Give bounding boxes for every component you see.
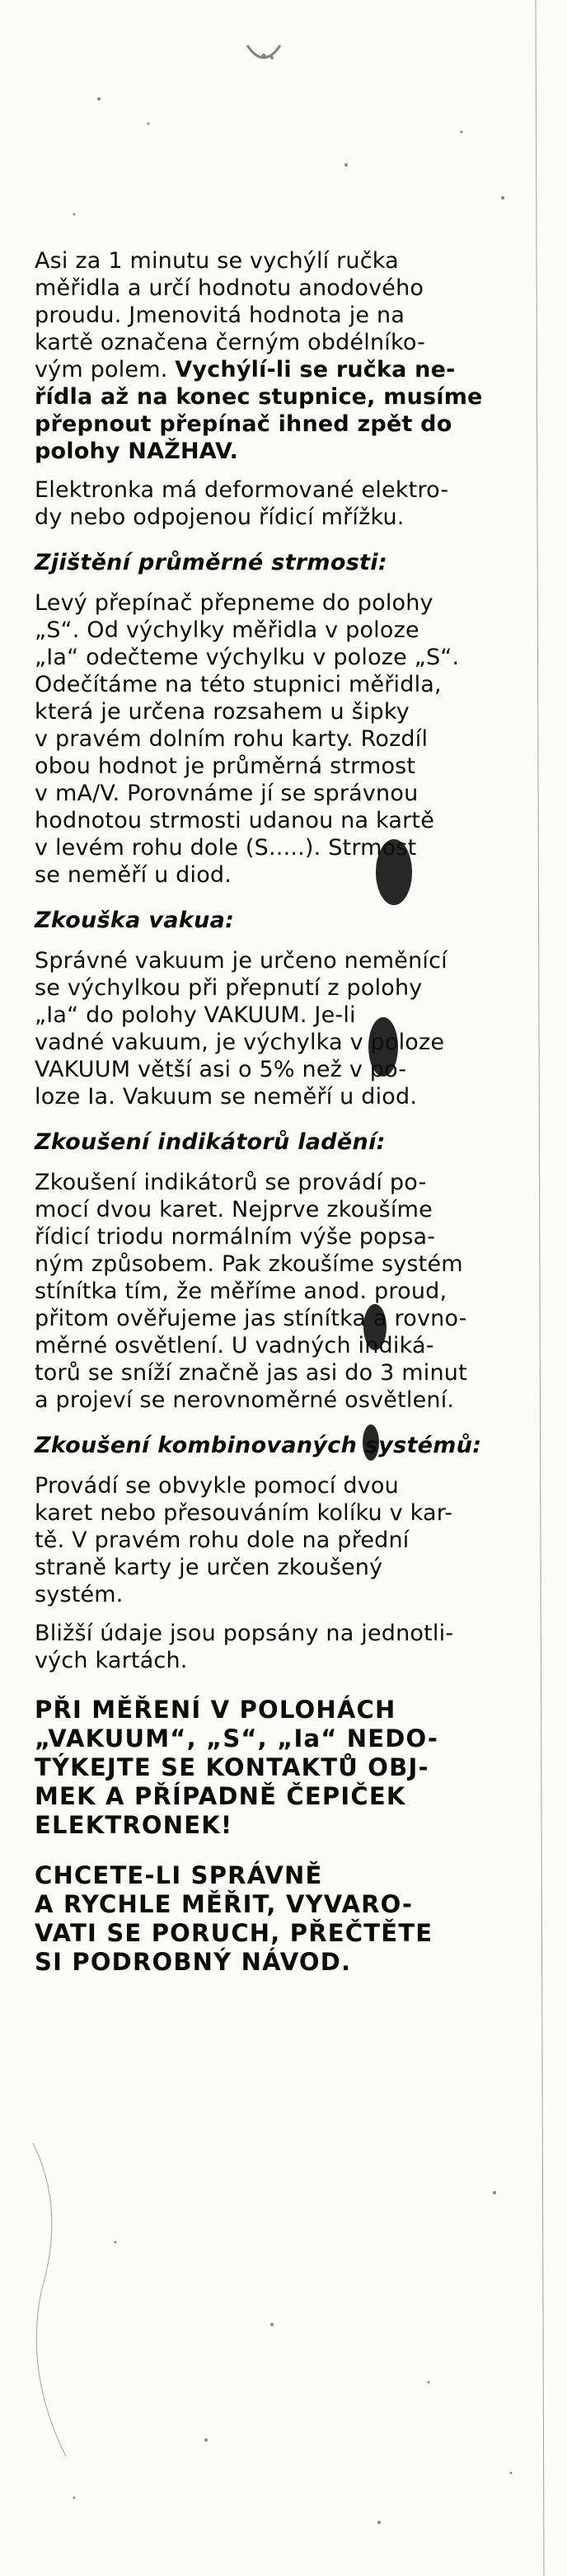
section-text — [35, 947, 537, 1110]
warning-text: Vychýlí-li se ručka ne- — [175, 357, 456, 382]
text-line: loze Ia. Vakuum se neměří u diod. — [35, 1084, 418, 1110]
text-line: tě. V pravém rohu dole na přední — [35, 1527, 410, 1553]
text-line: měřidla a určí hodnotu anodového — [35, 275, 424, 301]
notice-line: CHCETE-LI SPRÁVNĚ — [35, 1861, 323, 1889]
warning-text: přepnout přepínač ihned zpět do — [35, 411, 452, 437]
notice-line: „VAKUUM“, „S“, „Ia“ NEDO- — [35, 1724, 439, 1753]
text-line: systém. — [35, 1582, 124, 1607]
text-line: Elektronka má deformované elektro- — [35, 477, 449, 503]
text-line: Levý přepínač přepneme do polohy — [35, 590, 433, 616]
text-line: vých kartách. — [35, 1648, 188, 1673]
text-line: dy nebo odpojenou řídicí mřížku. — [35, 504, 405, 530]
section-vakuum — [35, 907, 537, 1110]
section-kombinovane — [35, 1432, 537, 1674]
text-line: proudu. Jmenovitá hodnota je na — [35, 303, 405, 328]
text-line: torů se sníží značně jas asi do 3 minut — [35, 1360, 467, 1386]
text-line: straně karty je určen zkoušený — [35, 1555, 383, 1580]
text-line: Provádí se obvykle pomocí dvou — [35, 1473, 399, 1499]
final-note — [35, 1620, 537, 1674]
text-line: „Ia“ do polohy VAKUUM. Je-li — [35, 1002, 356, 1028]
warning-text: řídla až na konec stupnice, musíme — [35, 384, 483, 410]
text-line: obou hodnot je průměrná strmost — [35, 753, 416, 779]
section-heading: Zkoušení indikátorů ladění: — [35, 1129, 386, 1155]
intro-paragraph — [35, 247, 537, 465]
section-text — [35, 1472, 537, 1608]
contact-warning — [35, 1696, 537, 1840]
text-line: a projeví se nerovnoměrné osvětlení. — [35, 1387, 455, 1413]
text-line: přitom ověřujeme jas stínítka a rovno- — [35, 1306, 467, 1331]
text-line: měrné osvětlení. U vadných indiká- — [35, 1333, 434, 1358]
text-line: která je určena rozsahem u šipky — [35, 699, 410, 725]
section-heading: Zjištění průměrné strmosti: — [35, 550, 387, 575]
text-line: se neměří u diod. — [35, 862, 232, 888]
section-text — [35, 589, 537, 889]
text-line: Odečítáme na této stupnici měřidla, — [35, 672, 442, 697]
warning-text: polohy NAŽHAV. — [35, 439, 239, 464]
text-line: VAKUUM větší asi o 5% než v po- — [35, 1057, 407, 1082]
text-line: karet nebo přesouváním kolíku v kar- — [35, 1500, 453, 1526]
text-line: Asi za 1 minutu se vychýlí ručka — [35, 248, 399, 274]
text-line: Bližší údaje jsou popsány na jednotli- — [35, 1621, 454, 1646]
text-line: v pravém dolním rohu karty. Rozdíl — [35, 726, 429, 752]
manual-notice — [35, 1861, 537, 1977]
text-line: mocí dvou karet. Nejprve zkoušíme — [35, 1197, 433, 1222]
section-strmost — [35, 549, 537, 889]
notice-line: TÝKEJTE SE KONTAKTŮ OBJ- — [35, 1753, 429, 1781]
section-heading: Zkoušení kombinovaných systémů: — [35, 1433, 482, 1458]
document-body — [35, 247, 537, 1998]
section-heading: Zkouška vakua: — [35, 908, 235, 933]
text-line: ným způsobem. Pak zkoušíme systém — [35, 1251, 463, 1277]
text-line: stínítka tím, že měříme anod. proud, — [35, 1279, 448, 1304]
text-line: v mA/V. Porovnáme jí se správnou — [35, 781, 419, 806]
notice-line: ELEKTRONEK! — [35, 1811, 233, 1839]
section-text — [35, 1169, 537, 1414]
defect-paragraph — [35, 476, 537, 531]
notice-line: MEK A PŘÍPADNĚ ČEPIČEK — [35, 1782, 406, 1810]
notice-line: PŘI MĚŘENÍ V POLOHÁCH — [35, 1696, 396, 1724]
text-line: řídicí triodu normálním výše popsa- — [35, 1224, 436, 1250]
text-line: hodnotou strmosti udanou na kartě — [35, 808, 435, 833]
text-line: kartě označena černým obdélníko- — [35, 330, 426, 355]
text-line: „S“. Od výchylky měřidla v poloze — [35, 617, 419, 643]
text-line: „Ia“ odečteme výchylku v poloze „S“. — [35, 645, 460, 670]
text-line: v levém rohu dole (S.....). Strmost — [35, 835, 417, 861]
text-line: vadné vakuum, je výchylka v poloze — [35, 1030, 445, 1055]
notice-line: SI PODROBNÝ NÁVOD. — [35, 1948, 352, 1976]
text-line: Správné vakuum je určeno neměnící — [35, 948, 448, 974]
text-line: vým polem. — [35, 357, 168, 382]
notice-line: A RYCHLE MĚŘIT, VYVARO- — [35, 1890, 414, 1918]
text-line: se výchylkou při přepnutí z polohy — [35, 975, 423, 1001]
notice-line: VATI SE PORUCH, PŘEČTĚTE — [35, 1919, 433, 1947]
section-indikatory — [35, 1128, 537, 1414]
text-line: Zkoušení indikátorů se provádí po- — [35, 1170, 427, 1195]
